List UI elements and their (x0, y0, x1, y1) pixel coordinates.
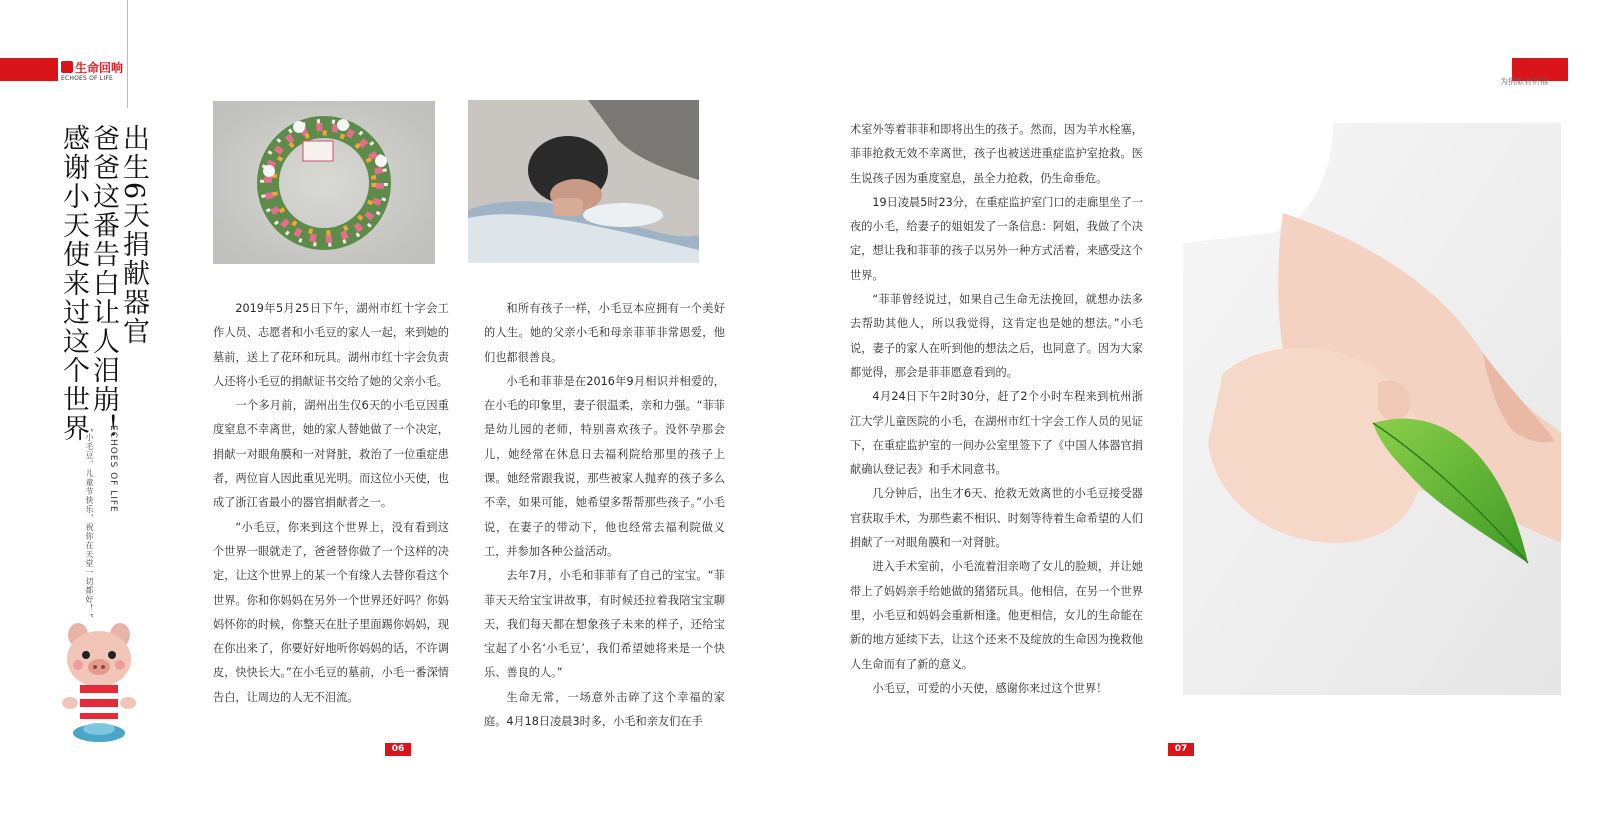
page-number-left: 06 (385, 743, 411, 756)
logo-text: 生命回响 (75, 61, 124, 75)
paragraph: 进入手术室前，小毛流着泪亲吻了女儿的脸颊，并让她带上了妈妈亲手给她做的猪猪玩具。他相信，在另一个世界里，小毛豆和妈妈会重新相逢。他更相信，女儿的生命能在新的地方延续下去，让这个还来不及绽放的生命因为挽救他人生命而有了新的意义。 (850, 560, 1143, 671)
paragraph: “菲菲曾经说过，如果自己生命无法挽回，就想办法多去帮助其他人，所以我觉得，这肯定也是她的想法。”小毛说，妻子的家人在听到他的想法之后，也同意了。因为大家都觉得，那会是菲菲愿意看到的。 (850, 293, 1143, 379)
paragraph: “小毛豆，你来到这个世界上，没有看到这个世界一眼就走了，爸爸替你做了一个这样的决定，让这个世界上的某一个有缘人去替你看这个世界。你和你妈妈在另外一个世界还好吗？你妈妈怀你的时候，你整天在肚子里面踢你妈妈，现在你出来了，你要好好地听你妈妈的话，不许调皮，快快长大。”在小毛豆的墓前，小毛一番深情告白，让周边的人无不泪流。 (213, 520, 449, 704)
article-title-line-1: 出生6天捐献器官 (118, 124, 149, 347)
paragraph: 小毛和菲菲是在2016年9月相识并相爱的，在小毛的印象里，妻子很温柔，亲和力强。“菲菲是幼儿园的老师，特别喜欢孩子。没怀孕那会儿，她经常在休息日去福利院给那里的孩子上课。她经常跟我说，那些被家人抛弃的孩子多么不幸，如果可能，她希望多帮帮那些孩子。”小毛说，在妻子的带动下，他也经常去福利院做义工，并参加各种公益活动。 (484, 374, 725, 558)
paragraph: 术室外等着菲菲和即将出生的孩子。然而，因为羊水栓塞，菲菲抢救无效不幸离世，孩子也被送进重症监护室抢救。医生说孩子因为重度窒息，虽全力抢救，仍生命垂危。 (850, 123, 1143, 185)
father-baby-photo (468, 100, 699, 263)
side-label: ECHOES OF LIFE (108, 425, 118, 513)
wreath-photo (213, 101, 435, 264)
paragraph: 19日凌晨5时23分，在重症监护室门口的走廊里坐了一夜的小毛，给妻子的姐姐发了一条信息：阿姐，我做了个决定，想让我和菲菲的孩子以另外一种方式活着，来感受这个世界。 (850, 195, 1143, 282)
pig-toy-illustration (56, 615, 142, 745)
paragraph: 生命无常，一场意外击碎了这个幸福的家庭。4月18日凌晨3时多，小毛和亲友们在手 (484, 690, 725, 729)
paragraph: 一个多月前，湖州出生仅6天的小毛豆因重度窒息不幸离世，她的家人替她做了一个决定，捐献一对眼角膜和一对肾脏，救治了一位重症患者，两位盲人因此重见光明。而这位小天使，也成了浙江省最小的器官捐献者之一。 (213, 399, 449, 510)
text-column-middle (484, 297, 725, 734)
page-number-right: 07 (1168, 743, 1194, 756)
side-quote: “小毛豆，儿童节快乐，祝你在天堂一切都好！” (85, 428, 94, 619)
text-column-left (213, 297, 449, 710)
text-column-right (850, 118, 1143, 701)
chapter-title: 为捐献者祈福 (1500, 77, 1548, 86)
chapter-heading (1500, 61, 1548, 87)
logo-mark-icon (61, 61, 73, 73)
chapter-number: 第一章 (1520, 64, 1548, 74)
paragraph: 几分钟后，出生才6天、抢救无效离世的小毛豆接受器官获取手术，为那些素不相识、时刻等待着生命希望的人们捐献了一对眼角膜和一对肾脏。 (850, 487, 1143, 550)
hands-leaf-photo (1183, 123, 1561, 695)
header-divider (127, 0, 128, 108)
paragraph: 小毛豆，可爱的小天使，感谢你来过这个世界！ (872, 681, 1108, 695)
article-title-line-3: 感谢小天使来过这个世界 (58, 124, 89, 443)
article-title-line-2: 爸爸这番告白让人泪崩！ (88, 124, 119, 443)
paragraph: 4月24日下午2时30分，赶了2个小时车程来到杭州浙江大学儿童医院的小毛，在湖州市红十字会工作人员的见证下，在重症监护室的一间办公室里签下了《中国人体器官捐献确认登记表》和手术同意书。 (850, 390, 1143, 477)
paragraph: 和所有孩子一样，小毛豆本应拥有一个美好的人生。她的父亲小毛和母亲菲菲非常恩爱，他们也都很善良。 (484, 302, 725, 364)
logo-subtitle: ECHOES OF LIFE (61, 75, 113, 82)
header-red-bar-left (0, 58, 58, 81)
paragraph: 去年7月，小毛和菲菲有了自己的宝宝。“菲菲天天给宝宝讲故事，有时候还拉着我陪宝宝聊天，我们每天都在想象孩子未来的样子，还给宝宝起了小名‘小毛豆’，我们希望她将来是一个快乐、善良的人。” (484, 569, 725, 680)
paragraph: 2019年5月25日下午，湖州市红十字会工作人员、志愿者和小毛豆的家人一起，来到她的墓前，送上了花环和玩具。湖州市红十字会负责人还将小毛豆的捐献证书交给了她的父亲小毛。 (213, 302, 449, 388)
